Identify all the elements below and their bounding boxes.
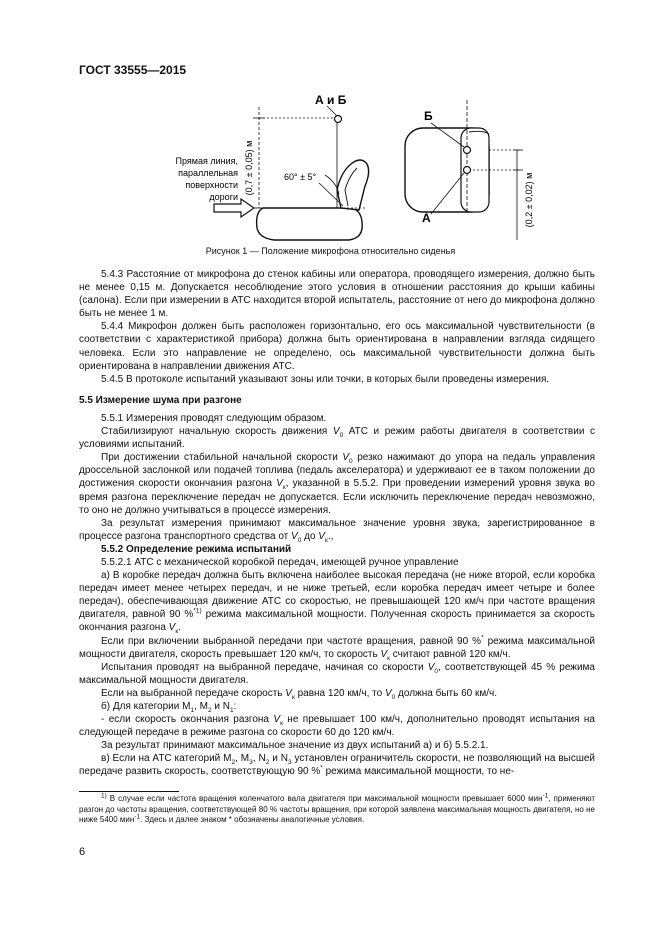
svg-text:параллельная: параллельная [178,168,238,178]
para-b: б) Для категории $М_1$, $М_2$ и $N_1$: [101,701,237,714]
label-ab: А и Б [315,93,347,107]
para-5-5-1: 5.5.1 Измерения проводят следующим образом. [101,412,327,424]
label-a: А [422,211,431,225]
seat-top-view [405,128,489,212]
svg-text:дороги: дороги [209,192,238,202]
road-text [176,156,239,202]
para-5-4-5: 5.4.5 В протоколе испытаний указывают зоны или точки, в которых были проведены измерения. [101,373,550,385]
footnote: $^{1)}$ В случае если частота вращения коленчатого вала двигателя при максимальной мощности превышает 6000 мин$^{-1}$, применяют разгон до частоты вращения, соответствующей 80 % частоты вращения, при которой заявлена максимальная мощность двигателя, но не ниже 5400 мин$^{-1}$. Здесь и далее знаком * обозначены аналогичные условия. [79,792,595,825]
document-header: ГОСТ 33555—2015 [79,63,187,77]
svg-text:поверхности: поверхности [185,180,238,190]
section-5-5-heading: 5.5 Измерение шума при разгоне [79,394,242,406]
para-dash: - если скорость окончания разгона $V_к$ не превышает 100 км/ч, дополнительно проводят испытания на следующей передаче в режиме разгона со скорости 60 до 120 км/ч. [79,714,595,739]
angle-label: 60° ± 5° [284,172,317,182]
para-5-5-2-1: 5.5.2.1 АТС с механической коробкой передач, имеющей ручное управление [101,556,459,568]
para-5-4-4: 5.4.4 Микрофон должен быть расположен горизонтально, его ось максимальной чувствительности (в соответствии с характеристикой прибора) должна быть ориентирована в направлении взгляда сидящего человека. Если это направление не определено, ось максимальной чувствительности должна быть ориентирована в направлении движения АТС. [79,321,595,372]
microphone-position-figure [79,90,599,260]
para-stabilize: Стабилизируют начальную скорость движения $V_0$ АТС и режим работы двигателя в соответствии с условиями испытаний. [79,426,595,451]
para-if: Если при включении выбранной передачи при частоте вращения, равной 90 %* режима максимальной мощности двигателя, скорость превышает 120 км/ч, то скорость $V_к$ считают равной 120 км/ч. [79,634,595,662]
dim-offset-label: (0,2 ± 0,02) м [524,172,534,228]
document-body [79,268,595,779]
para-5-4-3: 5.4.3 Расстояние от микрофона до стенок кабины или оператора, проводящего измерения, должно быть не менее 0,15 м. Допускается несоблюдение этого условия в отношении расстояния до крыши кабины (салона). Если при измерении в АТС находится второй испытатель, расстояние от него до микрофона должно быть не менее 1 м. [79,269,595,320]
dim-height-label: (0,7 ± 0,05) м [244,140,254,196]
para-v: в) Если на АТС категорий $М_2$, $М_3$, $N_2$ и $N_3$ установлен ограничитель скорости, не позволяющий на высшей передаче развить скорость, соответствующую 90 %* режима максимальной мощности, то не- [79,753,595,778]
para-result: За результат измерения принимают максимальное значение уровня звука, зарегистрированное в процессе разгона транспортного средства от $V_0$ до $V_к$., [79,517,595,544]
para-reach: При достижении стабильной начальной скорости $V_0$ резко нажимают до упора на педаль управления дроссельной заслонкой или подачей топлива (педаль акселератора) и удерживают ее в таком положении до достижения скорости окончания разгона $V_к$, указанной в 5.5.2. При проведении измерений уровня звука во время разгона переключение передач не допускается. Если исключить переключение передач невозможно, то оно не должно учитываться в процессе измерения. [79,452,595,516]
para-a: а) В коробке передач должна быть включена наиболее высокая передача (не ниже второй, если коробка передач имеет менее четырех передач, и не ниже третьей, если коробка передач имеет четыре и более передач), обеспечивающая движение АТС со скоростью, не превышающей 120 км/ч при частоте вращения двигателя, равной 90 %$^{*1)}$ режима максимальной мощности. Полученная скорость принимается за скорость окончания разгона $V_к$. [79,570,596,636]
section-5-5-2-heading: 5.5.2 Определение режима испытаний [101,543,292,555]
svg-text:Прямая линия,: Прямая линия, [175,156,238,166]
footnote-divider [79,791,179,792]
para-selected: Если на выбранной передаче скорость $V_к$ равна 120 км/ч, то $V_0$ должна быть 60 км/ч. [101,687,498,701]
para-test: Испытания проводят на выбранной передаче, начиная со скорости $V_0$, соответствующей 45 % режима максимальной мощности двигателя. [79,661,595,686]
para-max: За результат принимают максимальное значение из двух испытаний а) и б) 5.5.2.1. [101,740,489,752]
figure-caption: Рисунок 1 — Положение микрофона относительно сиденья [205,246,456,256]
page-number: 6 [79,846,86,858]
label-b: Б [424,109,433,123]
